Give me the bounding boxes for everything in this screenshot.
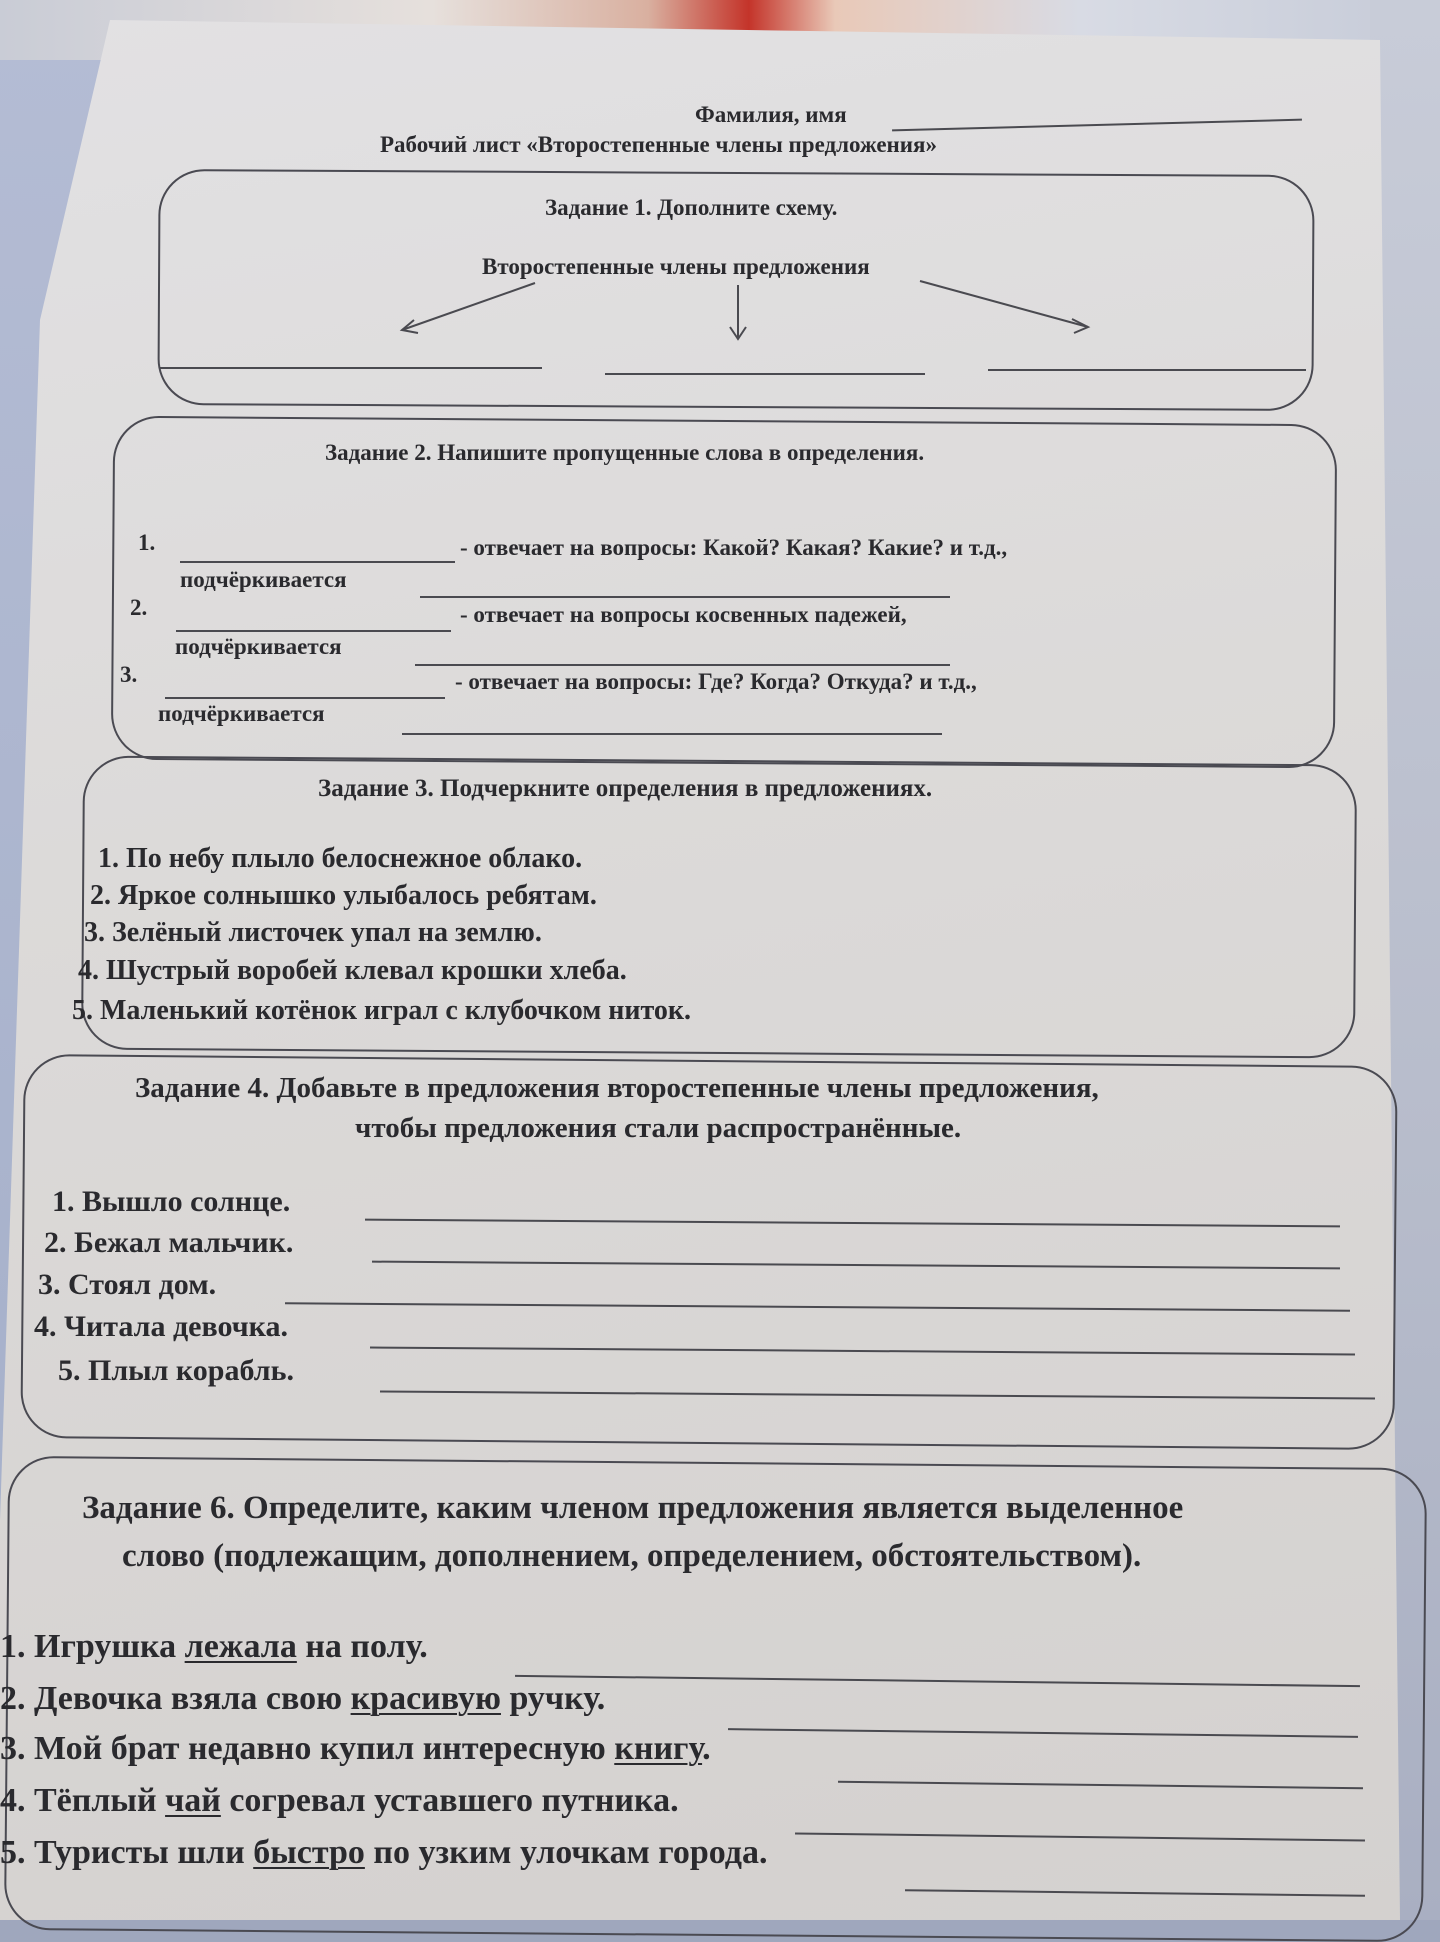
task4-sentence-1: 1. Вышло солнце. — [52, 1185, 291, 1218]
task3-title: Задание 3. Подчеркните определения в предложениях. — [318, 775, 933, 802]
task6-title-line2: слово (подлежащим, дополнением, определением, обстоятельством). — [122, 1538, 1142, 1574]
task6-sentence-4: 4. Тёплый чай согревал уставшего путника. — [0, 1782, 679, 1819]
task2-item-2-num: 2. — [130, 595, 148, 620]
name-label: Фамилия, имя — [695, 102, 847, 127]
task6-highlighted-word-1: лежала — [184, 1628, 297, 1665]
task2-item-1-sub: подчёркивается — [180, 567, 347, 592]
worksheet-title: Рабочий лист «Второстепенные члены предложения» — [380, 132, 937, 157]
task3-sentence-1: 1. По небу плыло белоснежное облако. — [98, 843, 583, 874]
task2-item-2-sub: подчёркивается — [175, 634, 342, 659]
task4-title-line1: Задание 4. Добавьте в предложения второстепенные члены предложения, — [135, 1072, 1099, 1104]
task2-item-2-text: - отвечает на вопросы косвенных падежей, — [460, 602, 907, 627]
task2-item-3-sub: подчёркивается — [158, 701, 325, 726]
task4-title-line2: чтобы предложения стали распространённые. — [355, 1112, 962, 1144]
task4-sentence-4: 4. Читала девочка. — [34, 1310, 288, 1343]
task6-title-line1: Задание 6. Определите, каким членом предложения является выделенное — [82, 1490, 1184, 1526]
task2-sub-blank-2[interactable] — [415, 664, 950, 666]
task4-sentence-3: 3. Стоял дом. — [38, 1268, 217, 1301]
task2-item-1-text: - отвечает на вопросы: Какой? Какая? Какие? и т.д., — [460, 535, 1008, 560]
task3-sentence-2: 2. Яркое солнышко улыбалось ребятам. — [90, 880, 597, 911]
task4-sentence-2: 2. Бежал мальчик. — [44, 1226, 294, 1259]
scheme-blank-3[interactable] — [988, 369, 1306, 371]
task6-sentence-3: 3. Мой брат недавно купил интересную книгу. — [0, 1730, 711, 1767]
task6-sentence-2: 2. Девочка взяла свою красивую ручку. — [0, 1680, 606, 1717]
task2-blank-2[interactable] — [176, 630, 451, 632]
task3-sentence-4: 4. Шустрый воробей клевал крошки хлеба. — [78, 955, 627, 986]
task6-sentence-1: 1. Игрушка лежала на полу. — [0, 1628, 428, 1665]
task3-sentence-3: 3. Зелёный листочек упал на землю. — [84, 917, 542, 948]
task2-sub-blank-1[interactable] — [420, 596, 950, 598]
scheme-root: Второстепенные члены предложения — [482, 254, 870, 279]
task2-blank-1[interactable] — [180, 561, 455, 563]
task2-item-3-num: 3. — [120, 662, 138, 687]
task2-blank-3[interactable] — [165, 697, 445, 699]
task2-sub-blank-3[interactable] — [402, 733, 942, 735]
task6-highlighted-word-5: быстро — [253, 1834, 365, 1871]
task6-sentence-5: 5. Туристы шли быстро по узким улочкам города. — [0, 1834, 768, 1871]
task6-highlighted-word-4: чай — [165, 1782, 221, 1819]
task4-sentence-5: 5. Плыл корабль. — [58, 1354, 294, 1387]
scheme-blank-1[interactable] — [160, 367, 542, 369]
task2-item-3-text: - отвечает на вопросы: Где? Когда? Откуда? и т.д., — [455, 669, 977, 694]
task2-item-1-num: 1. — [138, 530, 156, 555]
scheme-arrows — [390, 275, 1110, 355]
task6-highlighted-word-2: красивую — [350, 1680, 501, 1717]
task2-title: Задание 2. Напишите пропущенные слова в определения. — [325, 440, 925, 465]
task3-sentence-5: 5. Маленький котёнок играл с клубочком ниток. — [72, 995, 692, 1026]
task1-title: Задание 1. Дополните схему. — [545, 195, 838, 220]
task6-highlighted-word-3: книгу — [614, 1730, 703, 1767]
scheme-blank-2[interactable] — [605, 373, 925, 375]
